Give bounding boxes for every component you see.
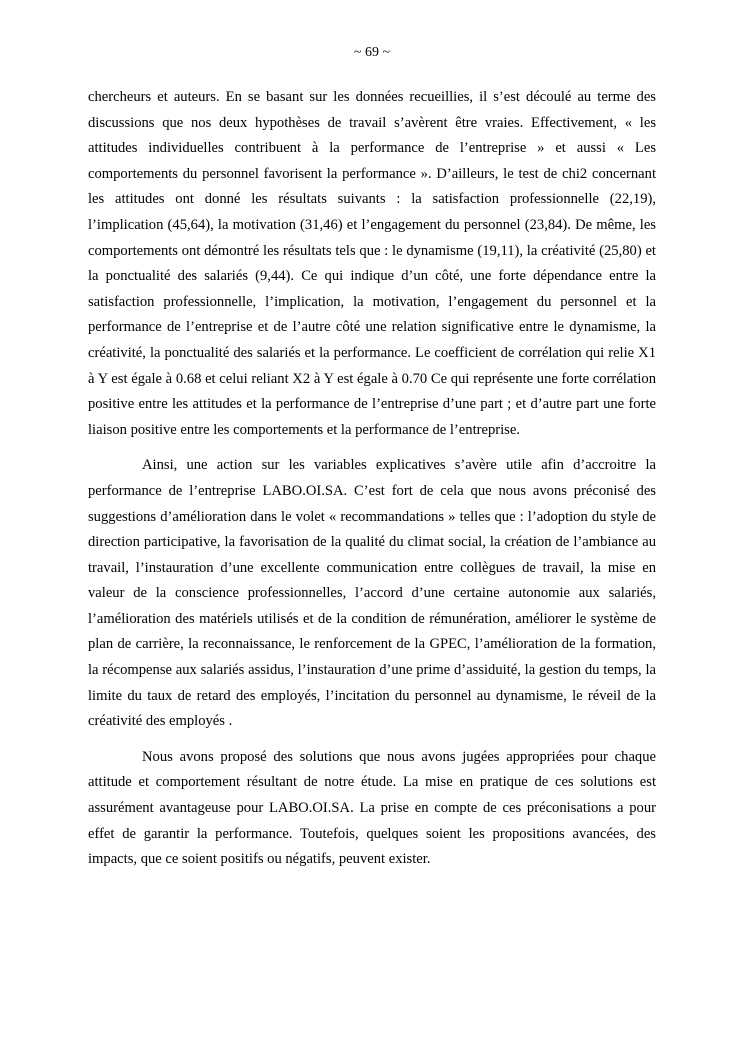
paragraph-results: chercheurs et auteurs. En se basant sur les données recueillies, il s’est découlé au terme des discussions que nos deux hypothèses de travail s’avèrent être vraies. Effectivement, « les attitudes individuelles contribuent à la performance de l’entreprise » et aussi « Les comportements du personnel favorisent la performance ». D’ailleurs, le test de chi2 concernant les attitudes ont donné les résultats suivants : la satisfaction professionnelle (22,19), l’implication (45,64), la motivation (31,46) et l’engagement du personnel (23,84). De même, les comportements ont démontré les résultats tels que : le dynamisme (19,11), la créativité (25,80) et la ponctualité des salariés (9,44). Ce qui indique d’un côté, une forte dépendance entre la satisfaction professionnelle, l’implication, la motivation, l’engagement du personnel et la performance de l’entreprise et de l’autre côté une relation significative entre le dynamisme, la créativité, la ponctualité des salariés et la performance. Le coefficient de corrélation qui relie X1 à Y est égale à 0.68 et celui reliant X2 à Y est égale à 0.70 Ce qui représente une forte corrélation positive entre les attitudes et la performance de l’entreprise d’une part ; et d’autre part une forte liaison positive entre les comportements et la performance de l’entreprise. <box>88 89 656 438</box>
document-body <box>88 85 656 873</box>
paragraph-recommendations: Ainsi, une action sur les variables explicatives s’avère utile afin d’accroitre la performance de l’entreprise LABO.OI.SA. C’est fort de cela que nous avons préconisé des suggestions d’amélioration dans le volet « recommandations » telles que : l’adoption du style de direction participative, la favorisation de la qualité du climat social, la création de l’ambiance au travail, l’instauration d’une excellente communication entre collègues de travail, la mise en valeur de la conscience professionnelles, l’accord d’une certaine autonomie aux salariés, l’amélioration des matériels utilisés et de la condition de rémunération, améliorer le système de plan de carrière, la reconnaissance, le renforcement de la GPEC, l’amélioration de la formation, la récompense aux salariés assidus, l’instauration d’une prime d’assiduité, la gestion du temps, la limite du taux de retard des employés, l’incitation du personnel au dynamisme, le réveil de la créativité des employés . <box>88 457 656 730</box>
paragraph-conclusion: Nous avons proposé des solutions que nous avons jugées appropriées pour chaque attitude et comportement résultant de notre étude. La mise en pratique de ces solutions est assurément avantageuse pour LABO.OI.SA. La prise en compte de ces préconisations a pour effet de garantir la performance. Toutefois, quelques soient les propositions avancées, des impacts, que ce soient positifs ou négatifs, peuvent exister. <box>88 748 656 868</box>
page-number: ~ 69 ~ <box>353 45 391 60</box>
